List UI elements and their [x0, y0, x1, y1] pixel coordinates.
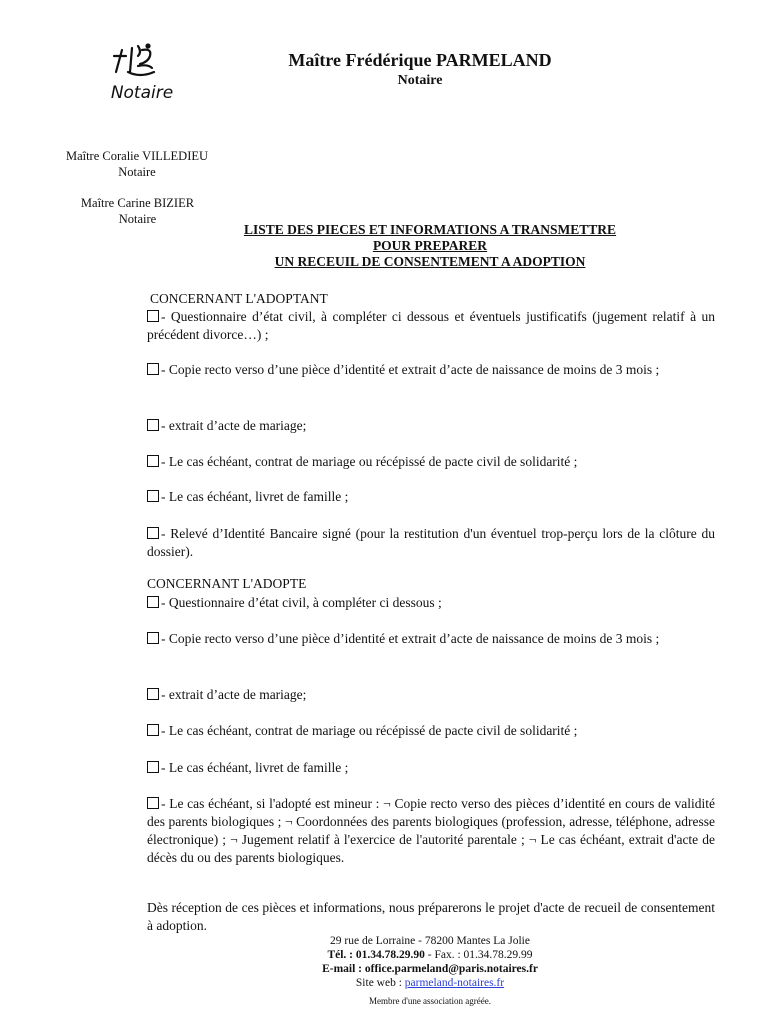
- notary-role: Notaire: [397, 73, 443, 88]
- adopte-item-6: - Le cas échéant, si l'adopté est mineur : ¬ Copie recto verso des pièces d’identité en cours de validité des parents biologiques ; ¬ Coordonnées des parents biologiques (profession, adresse, téléphone, adresse électronique) ; ¬ Jugement relatif à l'exercice de l'autorité parentale ; ¬ Le cas échéant, extrait d'acte de décès du ou des parents biologiques.: [147, 796, 715, 865]
- notary-name: Maître Frédérique PARMELAND: [288, 50, 552, 70]
- checkbox-icon[interactable]: [147, 419, 159, 431]
- footer-email: E-mail : office.parmeland@paris.notaires.fr: [322, 963, 538, 975]
- checkbox-icon[interactable]: [147, 527, 159, 539]
- associate-1-role: Notaire: [118, 165, 156, 179]
- footer-phone: Tél. : 01.34.78.29.90: [327, 949, 425, 961]
- footer-site-label: Site web :: [355, 977, 405, 989]
- checkbox-icon[interactable]: [147, 797, 159, 809]
- checkbox-icon[interactable]: [147, 363, 159, 375]
- adopte-item-3: - extrait d’acte de mariage;: [147, 686, 715, 704]
- title-line-2: POUR PREPARER: [372, 238, 488, 253]
- adopte-item-4: - Le cas échéant, contrat de mariage ou récépissé de pacte civil de solidarité ;: [147, 722, 715, 740]
- associate-2-role: Notaire: [118, 212, 157, 226]
- adopte-item-2: - Copie recto verso d’une pièce d’identité et extrait d’acte de naissance de moins de 3 mois ;: [147, 630, 715, 648]
- checkbox-icon[interactable]: [147, 310, 159, 322]
- checkbox-icon[interactable]: [147, 761, 159, 773]
- footer-fax: - Fax. : 01.34.78.29.99: [424, 949, 533, 961]
- associate-1-name: Maître Coralie VILLEDIEU: [65, 149, 209, 163]
- footer: [200, 934, 660, 1008]
- checkbox-icon[interactable]: [147, 688, 159, 700]
- notaire-logo-icon: [92, 42, 192, 104]
- notaire-logo: [92, 42, 192, 104]
- adoptant-item-4: - Le cas échéant, contrat de mariage ou récépissé de pacte civil de solidarité ;: [147, 453, 715, 471]
- footer-phone-fax: [200, 948, 660, 962]
- associate-2-name: Maître Carine BIZIER: [80, 196, 195, 210]
- adoptant-item-1: - Questionnaire d’état civil, à compléter ci dessous et éventuels justificatifs (jugement relatif à un précédent divorce…) ;: [147, 309, 715, 342]
- associate-1: [52, 148, 222, 180]
- footer-site: [200, 976, 660, 990]
- adopte-item-1: - Questionnaire d’état civil, à compléter ci dessous ;: [147, 594, 715, 612]
- checkbox-icon[interactable]: [147, 455, 159, 467]
- checkbox-icon[interactable]: [147, 632, 159, 644]
- title-line-1: LISTE DES PIECES ET INFORMATIONS A TRANSMETTRE: [243, 222, 617, 237]
- checkbox-icon[interactable]: [147, 490, 159, 502]
- adoptant-item-5: - Le cas échéant, livret de famille ;: [147, 488, 715, 506]
- adoptant-item-2: - Copie recto verso d’une pièce d’identité et extrait d’acte de naissance de moins de 3 mois ;: [147, 361, 715, 379]
- adopte-item-5: - Le cas échéant, livret de famille ;: [147, 759, 715, 777]
- footer-member: Membre d'une association agréée.: [368, 996, 492, 1006]
- document-title: [130, 222, 730, 270]
- adoptant-heading: CONCERNANT L'ADOPTANT: [150, 291, 328, 306]
- checkbox-icon[interactable]: [147, 596, 159, 608]
- title-line-3: UN RECEUIL DE CONSENTEMENT A ADOPTION: [274, 254, 586, 269]
- footer-site-link[interactable]: parmeland-notaires.fr: [404, 977, 505, 989]
- svg-text:Notaire: Notaire: [110, 83, 174, 103]
- closing-paragraph: Dès réception de ces pièces et informations, nous préparerons le projet d'acte de recueil de consentement à adoption.: [147, 900, 715, 933]
- adoptant-item-6: - Relevé d’Identité Bancaire signé (pour la restitution d'un éventuel trop-perçu lors de la clôture du dossier).: [147, 526, 715, 559]
- adopte-heading: CONCERNANT L'ADOPTE: [147, 576, 307, 591]
- footer-address: 29 rue de Lorraine - 78200 Mantes La Jolie: [330, 935, 530, 947]
- checkbox-icon[interactable]: [147, 724, 159, 736]
- adoptant-item-3: - extrait d’acte de mariage;: [147, 417, 715, 435]
